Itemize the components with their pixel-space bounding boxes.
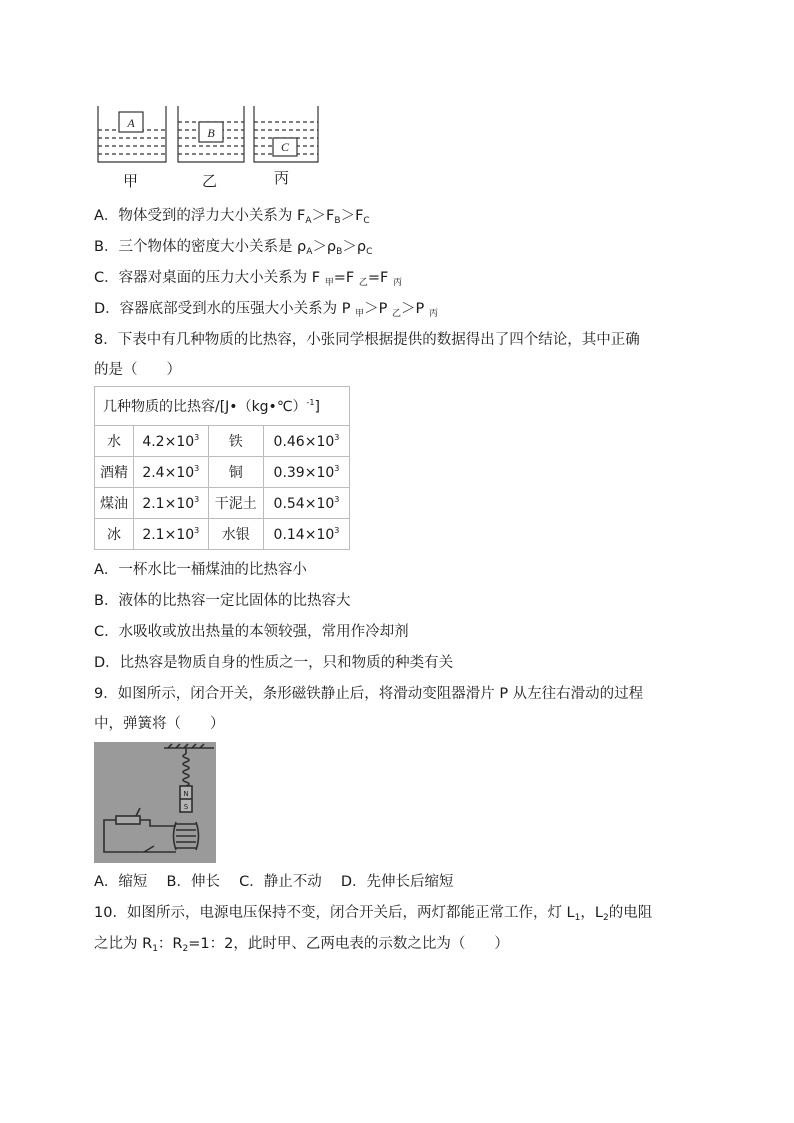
q8-option-b: B．液体的比热容一定比固体的比热容大: [94, 593, 351, 609]
block-a-label: A: [127, 116, 135, 130]
container-label-jia: 甲: [123, 172, 139, 190]
table-row: 煤油 $2.1\times 10^3$ 干泥土 $0.54\times 10^3$: [95, 488, 350, 519]
specific-heat-table: [94, 386, 350, 550]
q9-options: A．缩短 B．伸长 C．静止不动 D．先伸长后缩短: [94, 874, 454, 890]
q8-option-d: D．比热容是物质自身的性质之一，只和物质的种类有关: [94, 655, 454, 671]
table-row: 冰 $2.1\times 10^3$ 水银 $0.14\times 10^3$: [95, 519, 350, 550]
q7-option-a: A．物体受到的浮力大小关系为 $F_A>F_B>F_C$: [94, 208, 370, 226]
table-row: 酒精 $2.4\times 10^3$ 铜 $0.39\times 10^3$: [95, 457, 350, 488]
magnet-n-label: N: [183, 790, 189, 798]
table-header: 几种物质的比热容/[J•（kg•℃）$^{-1}$]: [95, 387, 350, 426]
q10-stem-line2: 之比为 $R_1$：$R_2=1$：2，此时甲、乙两电表的示数之比为（ ）: [94, 936, 509, 954]
q8-option-a: A．一杯水比一桶煤油的比热容小: [94, 562, 307, 578]
block-c-label: C: [280, 140, 290, 154]
magnet-s-label: S: [183, 803, 189, 811]
q7-option-c: C．容器对桌面的压力大小关系为 F $_甲$=F $_乙$=F $_丙$: [94, 270, 402, 288]
container-label-yi: 乙: [202, 172, 218, 190]
q7-option-b: B．三个物体的密度大小关系是 $\rho_A>\rho_B>\rho_C$: [94, 239, 373, 257]
electromagnet-photo: [94, 742, 216, 863]
container-label-bing: 丙: [274, 169, 290, 187]
q10-stem-line1: 10．如图所示，电源电压保持不变，闭合开关后，两灯都能正常工作，灯 $L_1$，$L_2$的电阻: [94, 905, 653, 923]
q8-option-c: C．水吸收或放出热量的本领较强，常用作冷却剂: [94, 624, 409, 640]
q8-stem-line1: 8．下表中有几种物质的比热容，小张同学根据提供的数据得出了四个结论，其中正确: [94, 332, 640, 348]
block-b-label: B: [207, 126, 215, 140]
q9-stem-line2: 中，弹簧将（ ）: [94, 716, 225, 732]
q9-stem-line1: 9．如图所示，闭合开关，条形磁铁静止后，将滑动变阻器滑片 P 从左往右滑动的过程: [94, 686, 644, 702]
q7-option-d: D．容器底部受到水的压强大小关系为 P $_甲$＞P $_乙$＞P $_丙$: [94, 301, 438, 319]
table-row: 水 $4.2\times 10^3$ 铁 $0.46\times 10^3$: [95, 426, 350, 457]
q8-stem-line2: 的是（ ）: [94, 362, 181, 378]
